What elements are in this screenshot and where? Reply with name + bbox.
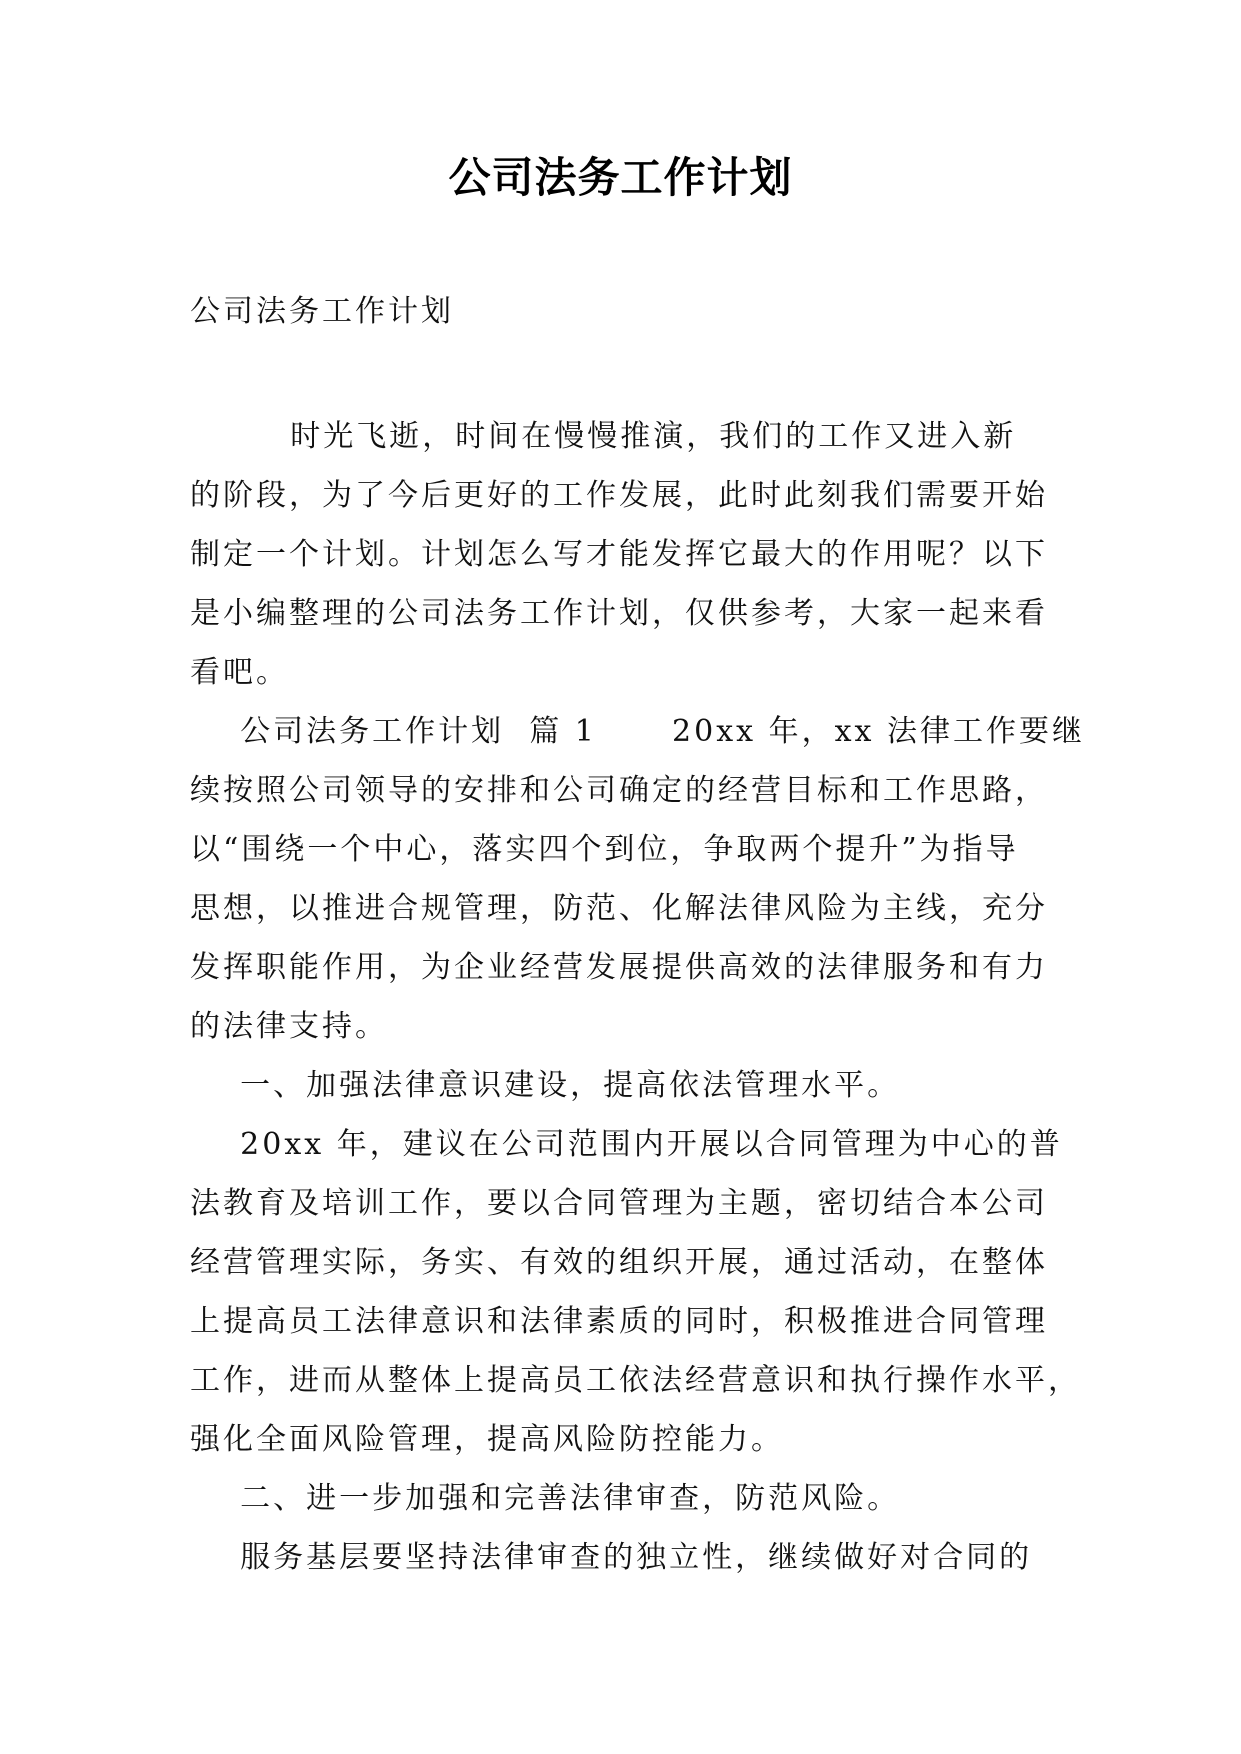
section-heading: 一、加强法律意识建设，提高依法管理水平。 [190,1068,901,1103]
body-paragraph [190,407,1085,1587]
page-title: 公司法务工作计划 [448,153,793,202]
body-line: 发挥职能作用，为企业经营发展提供高效的法律服务和有力 [190,950,1048,985]
body-line: 时光飞逝，时间在慢慢推演，我们的工作又进入新 [190,419,1017,454]
document-body [190,407,1085,1587]
body-line: 制定一个计划。计划怎么写才能发挥它最大的作用呢？以下 [190,537,1048,572]
body-line: 强化全面风险管理，提高风险防控能力。 [190,1422,784,1457]
body-line: 服务基层要坚持法律审查的独立性，继续做好对合同的 [190,1540,1033,1575]
body-line: 以“围绕一个中心，落实四个到位，争取两个提升”为指导 [190,832,1019,867]
body-line: 20xx 年，建议在公司范围内开展以合同管理为中心的普 [190,1127,1063,1162]
body-line: 的法律支持。 [190,1009,388,1044]
section-heading: 二、进一步加强和完善法律审查，防范风险。 [190,1481,901,1516]
body-line: 上提高员工法律意识和法律素质的同时，积极推进合同管理 [190,1304,1048,1339]
body-line: 的阶段，为了今后更好的工作发展，此时此刻我们需要开始 [190,478,1048,513]
body-line: 是小编整理的公司法务工作计划，仅供参考，大家一起来看 [190,596,1048,631]
body-line: 续按照公司领导的安排和公司确定的经营目标和工作思路， [190,773,1048,808]
body-line: 公司法务工作计划 篇 1 20xx 年，xx 法律工作要继 [190,714,1085,749]
document-subtitle: 公司法务工作计划 [190,294,454,329]
body-line: 思想，以推进合规管理，防范、化解法律风险为主线，充分 [190,891,1048,926]
body-line: 工作，进而从整体上提高员工依法经营意识和执行操作水平， [190,1363,1081,1398]
body-line: 看吧。 [190,655,289,690]
body-line: 法教育及培训工作，要以合同管理为主题，密切结合本公司 [190,1186,1048,1221]
body-line: 经营管理实际，务实、有效的组织开展，通过活动，在整体 [190,1245,1048,1280]
